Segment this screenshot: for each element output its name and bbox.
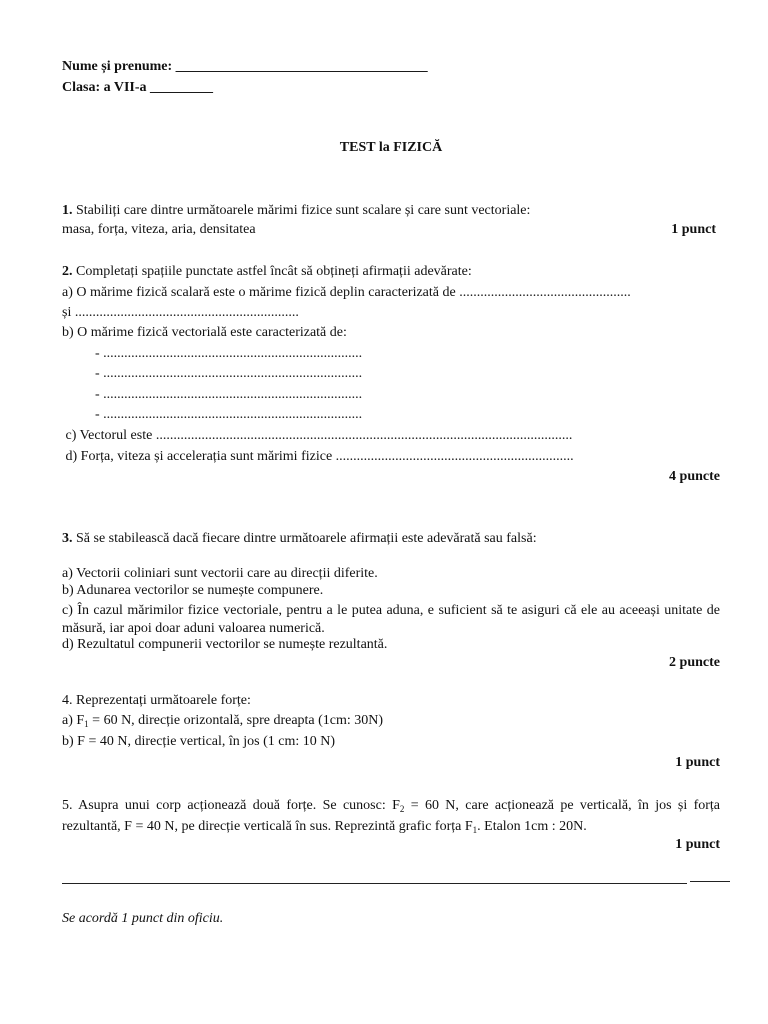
question-2-b-blank-4: - .......................................................................... — [95, 407, 363, 422]
name-field-line: Nume și prenume: ____________________________________ — [62, 59, 428, 74]
question-5-text — [62, 795, 720, 837]
question-4-a-pre: a) F — [62, 713, 85, 728]
question-2-text: Completați spațiile punctate astfel încât să obțineți afirmații adevărate: — [72, 264, 472, 279]
question-4-a-subscript: 1 — [84, 719, 89, 729]
question-1-number: 1. — [62, 203, 73, 218]
question-2-a-line2: și ................................................................ — [62, 305, 299, 320]
question-5-pre: 5. Asupra unui corp acționează două forțe. Se cunosc: F — [62, 798, 400, 813]
test-title: TEST la FIZICĂ — [339, 140, 443, 155]
question-2-b: b) O mărime fizică vectorială este caracterizată de: — [62, 325, 347, 340]
question-2-b-blank-2: - .......................................................................... — [95, 366, 363, 381]
class-field-line: Clasa: a VII-a _________ — [62, 80, 214, 95]
question-3-d: d) Rezultatul compunerii vectorilor se numește rezultantă. — [62, 637, 388, 652]
question-3-c: c) În cazul mărimilor fizice vectoriale, pentru a le putea aduna, e suficient să te asiguri că ele au aceeași unitate de măsură, iar apoi doar aduni valoarea numerică. — [62, 603, 720, 636]
question-5-post: . Etalon 1cm : 20N. — [477, 819, 587, 834]
question-2-prompt — [62, 265, 472, 279]
question-4-b: b) F = 40 N, direcție vertical, în jos (1 cm: 10 N) — [62, 734, 336, 749]
question-4-a-post: = 60 N, direcție orizontală, spre dreapta (1cm: 30N) — [88, 713, 384, 728]
question-3-number: 3. — [62, 531, 73, 546]
question-3-b: b) Adunarea vectorilor se numește compunere. — [62, 583, 324, 598]
question-5-subscript-1: 2 — [399, 804, 405, 814]
question-2-c: c) Vectorul este ....................................................................................................................... — [62, 428, 573, 443]
question-3-prompt — [62, 532, 537, 546]
question-2-b-blank-3: - .......................................................................... — [95, 387, 363, 402]
question-5-subscript-2: 1 — [472, 825, 478, 835]
divider-rule-short — [690, 881, 730, 882]
divider-rule — [62, 883, 687, 884]
question-1-points: 1 punct — [671, 222, 716, 237]
question-2-d: d) Forța, viteza și accelerația sunt mărimi fizice .................................................................... — [62, 449, 574, 464]
question-3-points: 2 puncte — [669, 655, 720, 670]
question-2-b-blank-1: - .......................................................................... — [95, 346, 363, 361]
question-1-items: masa, forța, viteza, aria, densitatea — [62, 222, 256, 237]
question-2-points: 4 puncte — [669, 469, 720, 484]
question-2-number: 2. — [62, 264, 73, 279]
question-4-a — [62, 714, 383, 728]
question-4-prompt: 4. Reprezentați următoarele forțe: — [62, 693, 251, 708]
question-4-points: 1 punct — [675, 755, 720, 770]
question-1-text: Stabiliți care dintre următoarele mărimi fizice sunt scalare și care sunt vectoriale: — [72, 203, 531, 218]
question-3-text: Să se stabilească dacă fiecare dintre următoarele afirmații este adevărată sau falsă: — [72, 531, 537, 546]
question-1-prompt — [62, 204, 530, 218]
footer-note: Se acordă 1 punct din oficiu. — [62, 911, 224, 926]
question-5-mid: = 60 N, care acționează pe verticală, în jos și forța rezultantă, F = 40 N, pe direcție verticală în sus. Reprezintă grafic forța F — [62, 798, 721, 834]
question-3-a: a) Vectorii coliniari sunt vectorii care au direcții diferite. — [62, 566, 378, 581]
question-5-points: 1 punct — [675, 837, 720, 852]
question-2-a-line1: a) O mărime fizică scalară este o mărime fizică deplin caracterizată de ................................................. — [62, 285, 631, 300]
